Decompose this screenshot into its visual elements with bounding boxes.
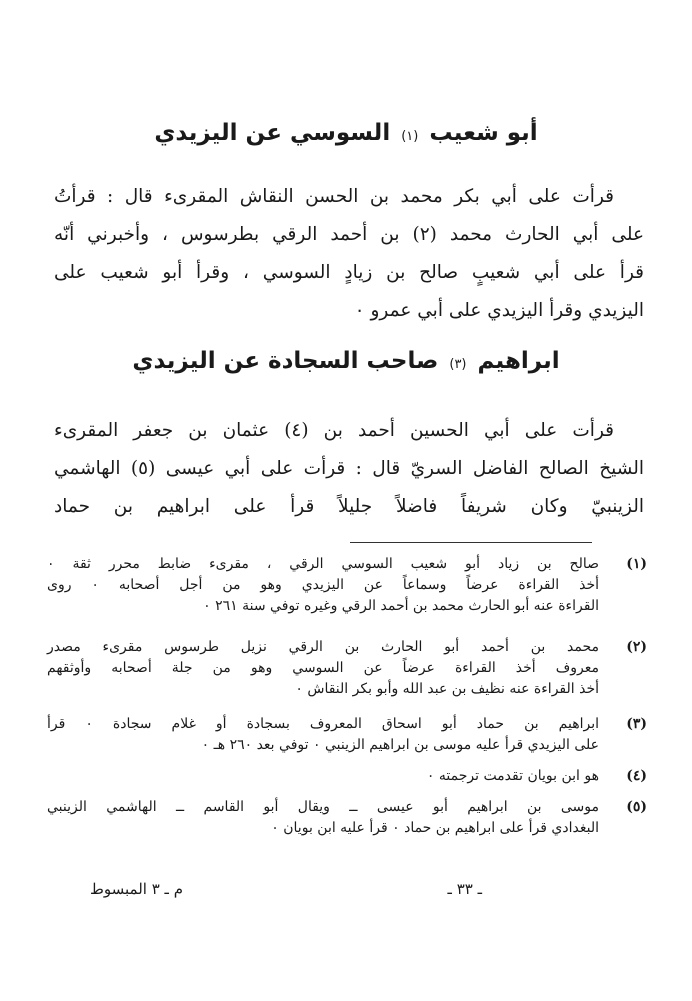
- footnote-number: (٥): [626, 799, 647, 815]
- footnote-marker: (١): [401, 129, 419, 144]
- text-line: قرأت على أبي بكر محمد بن الحسن النقاش المقرىء قال : قرأتُ: [54, 186, 614, 207]
- footnote-number: (٣): [626, 716, 647, 732]
- footnotes: [47, 548, 647, 843]
- footnote-line: محمد بن أحمد أبو الحارث بن الرقي نزيل طرسوس مقرىء مصدر: [47, 639, 599, 655]
- footnote-line: موسى بن ابراهيم أبو عيسى ــ ويقال أبو القاسم ــ الهاشمي الزينبي: [47, 799, 599, 815]
- text-line: قرأت على أبي الحسين أحمد بن (٤) عثمان بن جعفر المقرىء: [54, 420, 614, 441]
- footnote-line: معروف أخذ القراءة عرضاً عن السوسي وهو من جلة أصحابه وأوثقهم: [47, 660, 599, 676]
- text-line: على أبي الحارث محمد (٢) بن أحمد الرقي بطرسوس ، وأخبرني أنّه: [54, 224, 644, 245]
- text-line: قرأ على أبي شعيبٍ صالح بن زيادٍ السوسي ، وقرأ أبو شعيب على: [54, 262, 644, 283]
- footnote-divider: [350, 542, 592, 543]
- heading-rest: السوسي عن اليزيدي: [154, 120, 391, 146]
- footnote-line: هو ابن بويان تقدمت ترجمته ٠: [426, 768, 599, 784]
- paragraph-isnad-1: [54, 178, 644, 330]
- heading-name: ابراهيم: [477, 348, 560, 374]
- signature-mark: م ـ ٣ المبسوط: [90, 880, 183, 898]
- text-line: الشيخ الصالح الفاضل السريّ قال : قرأت على أبي عيسى (٥) الهاشمي: [54, 458, 644, 479]
- text-line: الزينبيّ وكان شريفاً فاضلاً جليلاً قرأ على ابراهيم بن حماد: [54, 496, 644, 517]
- footnote-line: أخذ القراءة عرضاً وسماعاً عن اليزيدي وهو من أجل أصحابه ٠ روى: [47, 577, 599, 593]
- footnote-marker: (٣): [449, 357, 467, 372]
- heading-name: أبو شعيب: [429, 120, 538, 146]
- footnote-line: القراءة عنه أبو الحارث محمد بن أحمد الرقي وغيره توفي سنة ٢٦١ ٠: [203, 598, 599, 614]
- footnote-line: البغدادي قرأ على ابراهيم بن حماد ٠ قرأ عليه ابن بويان ٠: [271, 820, 599, 836]
- footnote-4: [47, 766, 647, 787]
- footnote-line: أخذ القراءة عنه نظيف بن عبد الله وأبو بكر النقاش ٠: [295, 681, 599, 697]
- paragraph-isnad-2: [54, 412, 644, 526]
- footnote-5: [47, 797, 647, 839]
- footnote-1: [47, 554, 647, 617]
- section-heading-abu-shuayb: [40, 120, 652, 146]
- page-number: ـ ٣٣ ـ: [447, 880, 482, 898]
- footnote-2: [47, 637, 647, 700]
- footnote-line: صالح بن زياد أبو شعيب السوسي الرقي ، مقرىء ضابط محرر ثقة ٠: [47, 556, 599, 572]
- text-line: اليزيدي وقرأ اليزيدي على أبي عمرو ٠: [354, 300, 644, 321]
- section-heading-ibrahim: [40, 348, 652, 374]
- footnote-3: [47, 714, 647, 756]
- footnote-line: ابراهيم بن حماد أبو اسحاق المعروف بسجادة أو غلام سجادة ٠ قرأ: [47, 716, 599, 732]
- page-footer: [40, 880, 652, 910]
- heading-rest: صاحب السجادة عن اليزيدي: [132, 348, 439, 374]
- footnote-number: (٢): [626, 639, 647, 655]
- footnote-line: على اليزيدي قرأ عليه موسى بن ابراهيم الزينبي ٠ توفي بعد ٢٦٠ هـ ٠: [201, 737, 599, 753]
- footnote-number: (١): [626, 556, 647, 572]
- footnote-number: (٤): [626, 768, 647, 784]
